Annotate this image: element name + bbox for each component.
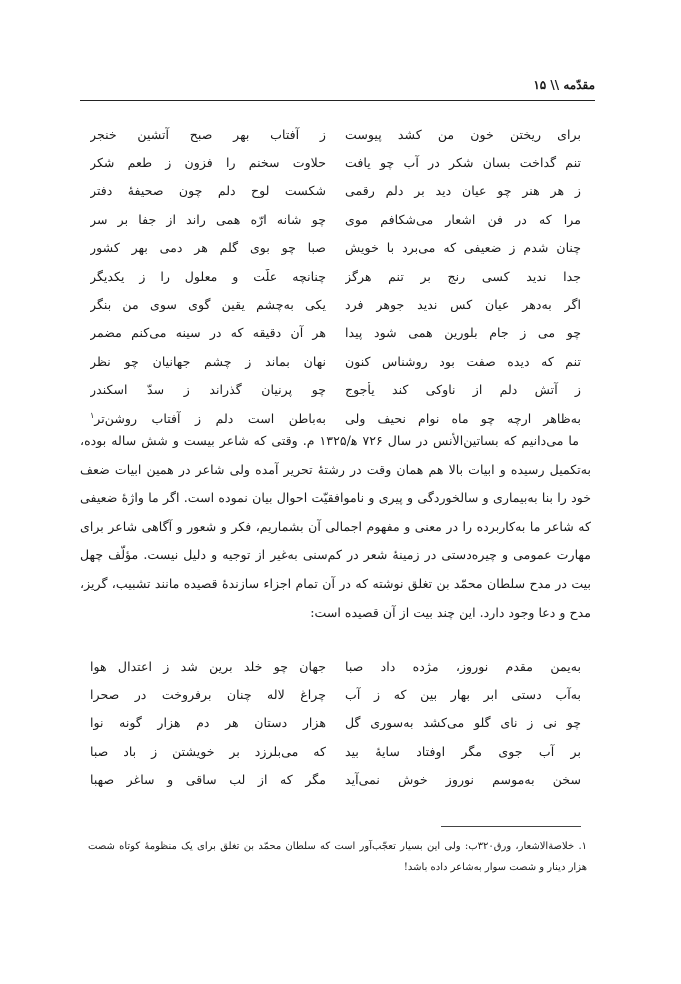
hemistich-left: هر آن دقیقه که در سینه می‌کنم مضمر [90, 325, 326, 341]
hemistich-left-text: به‌باطن است دلم ز آفتاب روشن‌تر [94, 410, 326, 426]
footnote-divider [441, 826, 581, 827]
hemistich-left: جهان چو خلد برین شد ز اعتدال هوا [90, 658, 326, 674]
hemistich-right: چو می ز جام بلورین همی شود پیدا [345, 325, 581, 341]
poem-verse [90, 177, 581, 205]
poem-verse [90, 709, 581, 737]
hemistich-left: چو پرنیان گذراند ز سدّ اسکندر [90, 382, 326, 398]
hemistich-right: ز هر هنر چو عیان دید بر دلم رقمی [345, 183, 581, 199]
body-paragraph [80, 427, 591, 627]
hemistich-right: به‌یمن مقدم نوروز، مژده داد صبا [345, 658, 581, 674]
hemistich-left: هزار دستان هر دم هزار گونه نوا [90, 715, 326, 731]
poem-block-1 [90, 120, 581, 432]
hemistich-left: ز آفتاب بهر صبح آتشین خنجر [90, 126, 326, 142]
hemistich-right: اگر بەدهر عیان کس ندید جوهر فرد [345, 297, 581, 313]
poem-verse [90, 680, 581, 708]
hemistich-right: ز آتش دلم از ناوکی کند یأجوج [345, 382, 581, 398]
hemistich-right: چو نی ز نای گلو می‌کشد به‌سوری گل [345, 715, 581, 731]
poem-verse [90, 652, 581, 680]
poem-verse [90, 262, 581, 290]
running-head: مقدّمه \\ ۱۵ [533, 78, 595, 92]
footnote-text: ۱. خلاصةالاشعار، ورق۳۲۰ب: ولی این بسیار تعجّب‌آور است که سلطان محمّد بن تغلق برای یک منظومهٔ کوتاه شصت هزار دینار و شصت سوار به‌شاعر داده باشد! [88, 841, 588, 873]
poem-block-2 [90, 652, 581, 794]
hemistich-left: مگر که از لب ساقی و ساغر صهبا [90, 772, 326, 788]
poem-verse [90, 319, 581, 347]
hemistich-right: سخن به‌موسم نوروز خوش نمی‌آید [345, 772, 581, 788]
hemistich-left [90, 411, 326, 426]
hemistich-right: بر آب جوی مگر اوفتاد سایهٔ بید [345, 743, 581, 759]
page-header [80, 78, 595, 101]
footnote-mark: ۱ [90, 410, 95, 420]
poem-verse [90, 234, 581, 262]
poem-verse [90, 120, 581, 148]
paragraph-text: ما می‌دانیم که بساتین‌الأنس در سال ۷۲۶ ه‍/۱۳۲۵ م. وقتی که شاعر بیست و شش ساله بوده، به‌تکمیل رسیده و ابیات بالا هم همان وقت در رشتهٔ تحریر آمده ولی شاعر در همین ابیات ضعف خود را بنا به‌بیماری و سالخوردگی و پیری و ناموافقیّت احوال بیان نموده است. اگر ما واژهٔ ضعیفی که شاعر ما به‌کاربرده را در معنی و مفهوم اجمالی آن بشماریم، فکر و شعور و آگاهی شاعر برای مهارت عمومی و چیره‌دستی در زمینهٔ شعر در کم‌سنی به‌غیر از توجیه و دلیل نیست. مؤلّف چهل بیت در مدح سلطان محمّد بن تغلق نوشته که در آن تمام اجزاء سازندهٔ قصیده مانند تشبیب، گریز، مدح و دعا وجود دارد. این چند بیت از آن قصیده است: [80, 433, 591, 620]
hemistich-left: صبا چو بوی گلم هر دمی بهر کشور [90, 240, 326, 256]
hemistich-right: جدا ندید کسی رنج بر تنم هرگز [345, 268, 581, 284]
hemistich-left: یکی به‌چشم یقین گوی سوی من بنگر [90, 297, 326, 313]
poem-verse [90, 737, 581, 765]
hemistich-left: حلاوت سخنم را فزون ز طعم شکر [90, 155, 326, 171]
poem-verse [90, 148, 581, 176]
poem-verse [90, 205, 581, 233]
hemistich-left: نهان بماند ز چشم جهانیان چو نظر [90, 353, 326, 369]
poem-verse [90, 766, 581, 794]
hemistich-left: که می‌بلرزد بر خویشتن ز باد صبا [90, 743, 326, 759]
poem-verse [90, 347, 581, 375]
hemistich-left: چراغ لاله چنان برفروخت در صحرا [90, 687, 326, 703]
hemistich-right: مرا که در فن اشعار می‌شکافم موی [345, 211, 581, 227]
hemistich-left: چنانچه علّت و معلول را ز یکدیگر [90, 268, 326, 284]
hemistich-right: به‌آب دستی ابر بهار بین که ز آب [345, 687, 581, 703]
hemistich-right: چنان شدم ز ضعیفی که می‌برد با خویش [345, 240, 581, 256]
footnote [88, 836, 587, 878]
hemistich-right: تنم گداخت بسان شکر در آب چو یافت [345, 155, 581, 171]
poem-verse [90, 290, 581, 318]
hemistich-right: برای ریختن خون من کشد پیوست [345, 126, 581, 142]
hemistich-left: شکست لوح دلم چون صحیفهٔ دفتر [90, 183, 326, 199]
hemistich-right: تنم که دیده صفت بود روشناس کنون [345, 353, 581, 369]
poem-verse [90, 376, 581, 404]
hemistich-left: چو شانه ارّه همی راند از جفا بر سر [90, 211, 326, 227]
hemistich-right: به‌ظاهر ارچه چو ماه نوام نحیف ولی [345, 410, 581, 426]
